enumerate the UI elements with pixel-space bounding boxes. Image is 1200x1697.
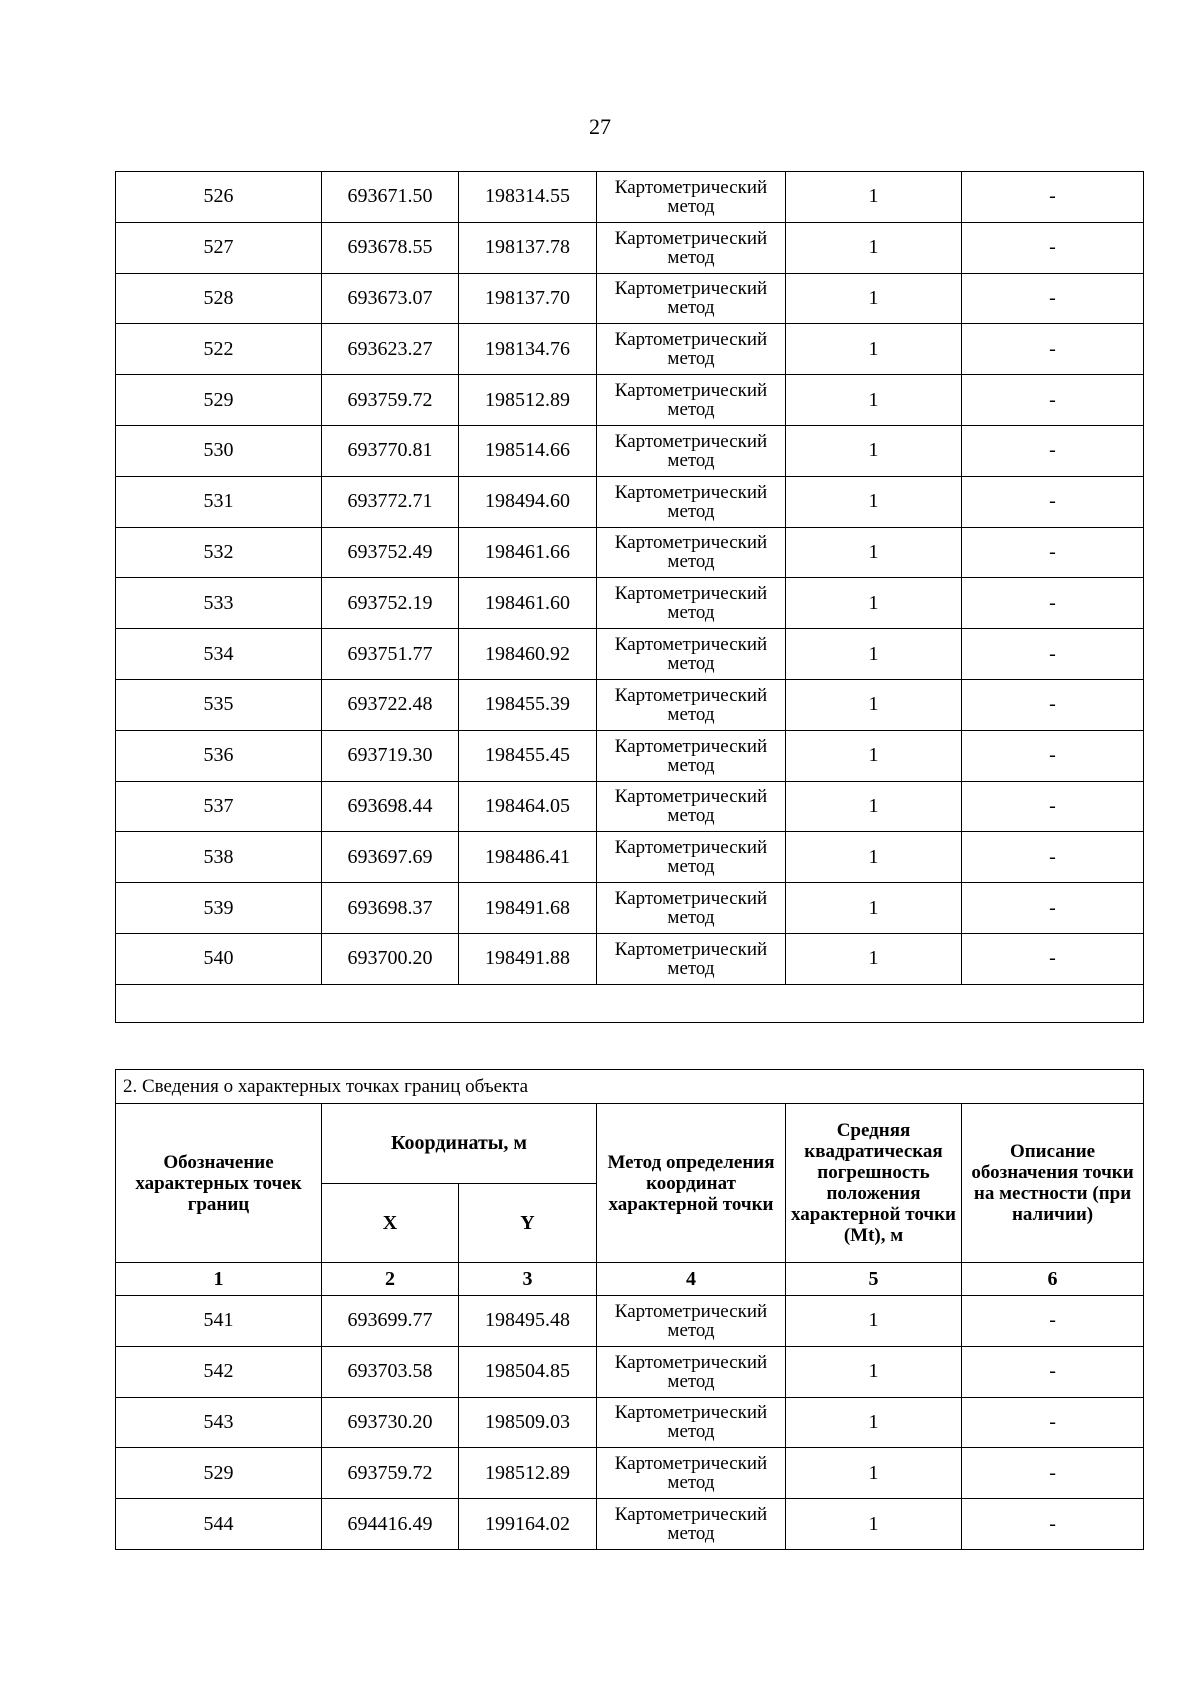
method-cell xyxy=(597,375,786,426)
coord-x: 693698.44 xyxy=(322,781,459,832)
description: - xyxy=(962,1499,1144,1550)
header-error: Средняя квадратическая погрешность положения характерной точки (Mt), м xyxy=(786,1104,962,1263)
method-line: метод xyxy=(667,856,715,878)
point-number: 527 xyxy=(116,222,322,273)
error-value: 1 xyxy=(786,933,962,984)
table-row xyxy=(116,527,1144,578)
header-designation: Обозначение характерных точек границ xyxy=(116,1104,322,1263)
description: - xyxy=(962,476,1144,527)
method-line: метод xyxy=(667,399,715,421)
table-row xyxy=(116,222,1144,273)
coord-x: 693752.49 xyxy=(322,527,459,578)
method-line: Картометрический xyxy=(614,1351,768,1373)
error-value: 1 xyxy=(786,1448,962,1499)
coord-x: 693752.19 xyxy=(322,578,459,629)
column-number: 1 xyxy=(116,1263,322,1296)
table-row xyxy=(116,1346,1144,1397)
point-number: 531 xyxy=(116,476,322,527)
coord-y: 198509.03 xyxy=(459,1397,597,1448)
empty-cell xyxy=(116,984,1144,1022)
coord-y: 198314.55 xyxy=(459,172,597,223)
coord-x: 693673.07 xyxy=(322,273,459,324)
method-line: метод xyxy=(667,195,715,217)
method-cell xyxy=(597,1346,786,1397)
table-row xyxy=(116,324,1144,375)
method-line: Картометрический xyxy=(614,430,768,452)
method-cell xyxy=(597,1296,786,1347)
method-line: Картометрический xyxy=(614,1402,768,1424)
description: - xyxy=(962,172,1144,223)
method-cell xyxy=(597,883,786,934)
table-row xyxy=(116,1296,1144,1347)
method-line: Картометрический xyxy=(614,786,768,808)
table-row xyxy=(116,1499,1144,1550)
point-number: 544 xyxy=(116,1499,322,1550)
error-value: 1 xyxy=(786,578,962,629)
table-row xyxy=(116,832,1144,883)
boundary-points-table-continued xyxy=(115,171,1144,1023)
header-coordinates: Координаты, м xyxy=(322,1104,597,1184)
method-line: Картометрический xyxy=(614,938,768,960)
error-value: 1 xyxy=(786,730,962,781)
error-value: 1 xyxy=(786,425,962,476)
header-description: Описание обозначения точки на местности (при наличии) xyxy=(962,1104,1144,1263)
coord-x: 693751.77 xyxy=(322,629,459,680)
method-line: метод xyxy=(667,653,715,675)
table-row xyxy=(116,730,1144,781)
coord-y: 198512.89 xyxy=(459,1448,597,1499)
error-value: 1 xyxy=(786,527,962,578)
coord-x: 693703.58 xyxy=(322,1346,459,1397)
method-cell xyxy=(597,1448,786,1499)
point-number: 541 xyxy=(116,1296,322,1347)
point-number: 542 xyxy=(116,1346,322,1397)
table-row xyxy=(116,375,1144,426)
method-line: Картометрический xyxy=(614,583,768,605)
method-cell xyxy=(597,476,786,527)
method-line: Картометрический xyxy=(614,481,768,503)
column-number: 3 xyxy=(459,1263,597,1296)
coord-y: 198486.41 xyxy=(459,832,597,883)
method-line: метод xyxy=(667,602,715,624)
coord-x: 693698.37 xyxy=(322,883,459,934)
coord-x: 693671.50 xyxy=(322,172,459,223)
coord-x: 693730.20 xyxy=(322,1397,459,1448)
error-value: 1 xyxy=(786,172,962,223)
table-row xyxy=(116,476,1144,527)
description: - xyxy=(962,578,1144,629)
method-cell xyxy=(597,578,786,629)
error-value: 1 xyxy=(786,1397,962,1448)
method-cell xyxy=(597,679,786,730)
error-value: 1 xyxy=(786,476,962,527)
method-line: метод xyxy=(667,957,715,979)
column-number: 5 xyxy=(786,1263,962,1296)
point-number: 530 xyxy=(116,425,322,476)
error-value: 1 xyxy=(786,273,962,324)
coord-y: 198491.68 xyxy=(459,883,597,934)
coord-x: 693697.69 xyxy=(322,832,459,883)
description: - xyxy=(962,527,1144,578)
coord-y: 198455.39 xyxy=(459,679,597,730)
method-line: метод xyxy=(667,449,715,471)
description: - xyxy=(962,273,1144,324)
description: - xyxy=(962,1448,1144,1499)
table-row xyxy=(116,172,1144,223)
coord-x: 693699.77 xyxy=(322,1296,459,1347)
coord-x: 693722.48 xyxy=(322,679,459,730)
coord-y: 198137.70 xyxy=(459,273,597,324)
method-line: Картометрический xyxy=(614,227,768,249)
point-number: 538 xyxy=(116,832,322,883)
coord-y: 198460.92 xyxy=(459,629,597,680)
method-cell xyxy=(597,933,786,984)
method-cell xyxy=(597,324,786,375)
coord-x: 694416.49 xyxy=(322,1499,459,1550)
table-title: 2. Сведения о характерных точках границ объекта xyxy=(116,1070,1144,1104)
table-row xyxy=(116,425,1144,476)
method-cell xyxy=(597,273,786,324)
method-cell xyxy=(597,527,786,578)
error-value: 1 xyxy=(786,629,962,680)
point-number: 540 xyxy=(116,933,322,984)
description: - xyxy=(962,629,1144,680)
point-number: 537 xyxy=(116,781,322,832)
page-number: 27 xyxy=(589,114,611,139)
coord-x: 693623.27 xyxy=(322,324,459,375)
description: - xyxy=(962,832,1144,883)
method-line: метод xyxy=(667,1370,715,1392)
method-line: метод xyxy=(667,348,715,370)
method-line: метод xyxy=(667,907,715,929)
description: - xyxy=(962,425,1144,476)
method-cell xyxy=(597,425,786,476)
method-line: Картометрический xyxy=(614,176,768,198)
method-line: метод xyxy=(667,246,715,268)
method-line: метод xyxy=(667,1472,715,1494)
point-number: 529 xyxy=(116,375,322,426)
point-number: 536 xyxy=(116,730,322,781)
coord-y: 198494.60 xyxy=(459,476,597,527)
header-x: X xyxy=(322,1184,459,1263)
error-value: 1 xyxy=(786,781,962,832)
point-number: 532 xyxy=(116,527,322,578)
description: - xyxy=(962,1346,1144,1397)
method-line: Картометрический xyxy=(614,532,768,554)
table-row xyxy=(116,578,1144,629)
column-numbers-row xyxy=(116,1263,1144,1296)
coord-y: 198461.66 xyxy=(459,527,597,578)
method-line: Картометрический xyxy=(614,837,768,859)
description: - xyxy=(962,730,1144,781)
empty-row xyxy=(116,984,1144,1022)
error-value: 1 xyxy=(786,679,962,730)
coord-y: 199164.02 xyxy=(459,1499,597,1550)
method-line: Картометрический xyxy=(614,888,768,910)
method-line: Картометрический xyxy=(614,1453,768,1475)
table-row xyxy=(116,1448,1144,1499)
method-cell xyxy=(597,172,786,223)
point-number: 534 xyxy=(116,629,322,680)
error-value: 1 xyxy=(786,222,962,273)
column-number: 6 xyxy=(962,1263,1144,1296)
method-line: метод xyxy=(667,805,715,827)
point-number: 535 xyxy=(116,679,322,730)
table-row xyxy=(116,1397,1144,1448)
point-number: 543 xyxy=(116,1397,322,1448)
boundary-points-table xyxy=(115,1069,1144,1550)
method-line: Картометрический xyxy=(614,329,768,351)
error-value: 1 xyxy=(786,832,962,883)
coord-y: 198464.05 xyxy=(459,781,597,832)
description: - xyxy=(962,883,1144,934)
header-y: Y xyxy=(459,1184,597,1263)
description: - xyxy=(962,933,1144,984)
point-number: 522 xyxy=(116,324,322,375)
table-row xyxy=(116,679,1144,730)
table-row xyxy=(116,629,1144,680)
method-line: метод xyxy=(667,500,715,522)
header-method: Метод определения координат характерной точки xyxy=(597,1104,786,1263)
column-number: 4 xyxy=(597,1263,786,1296)
error-value: 1 xyxy=(786,1499,962,1550)
coord-x: 693700.20 xyxy=(322,933,459,984)
error-value: 1 xyxy=(786,375,962,426)
method-cell xyxy=(597,222,786,273)
coord-x: 693678.55 xyxy=(322,222,459,273)
error-value: 1 xyxy=(786,1346,962,1397)
method-cell xyxy=(597,832,786,883)
method-line: метод xyxy=(667,297,715,319)
method-line: Картометрический xyxy=(614,1300,768,1322)
coord-y: 198504.85 xyxy=(459,1346,597,1397)
method-line: Картометрический xyxy=(614,380,768,402)
table-row xyxy=(116,883,1144,934)
coord-y: 198134.76 xyxy=(459,324,597,375)
method-cell xyxy=(597,730,786,781)
coord-y: 198137.78 xyxy=(459,222,597,273)
method-line: метод xyxy=(667,703,715,725)
coord-y: 198512.89 xyxy=(459,375,597,426)
method-cell xyxy=(597,1397,786,1448)
point-number: 539 xyxy=(116,883,322,934)
point-number: 528 xyxy=(116,273,322,324)
description: - xyxy=(962,781,1144,832)
method-line: Картометрический xyxy=(614,634,768,656)
error-value: 1 xyxy=(786,324,962,375)
description: - xyxy=(962,1296,1144,1347)
error-value: 1 xyxy=(786,1296,962,1347)
description: - xyxy=(962,324,1144,375)
table-row xyxy=(116,933,1144,984)
coord-x: 693719.30 xyxy=(322,730,459,781)
method-line: Картометрический xyxy=(614,278,768,300)
column-number: 2 xyxy=(322,1263,459,1296)
coord-y: 198455.45 xyxy=(459,730,597,781)
table-row xyxy=(116,781,1144,832)
coord-x: 693759.72 xyxy=(322,375,459,426)
method-cell xyxy=(597,629,786,680)
description: - xyxy=(962,375,1144,426)
coord-y: 198495.48 xyxy=(459,1296,597,1347)
point-number: 526 xyxy=(116,172,322,223)
method-line: метод xyxy=(667,1319,715,1341)
method-line: метод xyxy=(667,1523,715,1545)
coord-y: 198461.60 xyxy=(459,578,597,629)
description: - xyxy=(962,1397,1144,1448)
table-row xyxy=(116,273,1144,324)
coord-y: 198491.88 xyxy=(459,933,597,984)
coord-x: 693772.71 xyxy=(322,476,459,527)
description: - xyxy=(962,222,1144,273)
coord-x: 693770.81 xyxy=(322,425,459,476)
method-cell xyxy=(597,1499,786,1550)
method-line: Картометрический xyxy=(614,684,768,706)
method-cell xyxy=(597,781,786,832)
method-line: метод xyxy=(667,551,715,573)
coord-x: 693759.72 xyxy=(322,1448,459,1499)
method-line: метод xyxy=(667,754,715,776)
coord-y: 198514.66 xyxy=(459,425,597,476)
point-number: 529 xyxy=(116,1448,322,1499)
method-line: метод xyxy=(667,1421,715,1443)
description: - xyxy=(962,679,1144,730)
method-line: Картометрический xyxy=(614,735,768,757)
method-line: Картометрический xyxy=(614,1504,768,1526)
point-number: 533 xyxy=(116,578,322,629)
error-value: 1 xyxy=(786,883,962,934)
